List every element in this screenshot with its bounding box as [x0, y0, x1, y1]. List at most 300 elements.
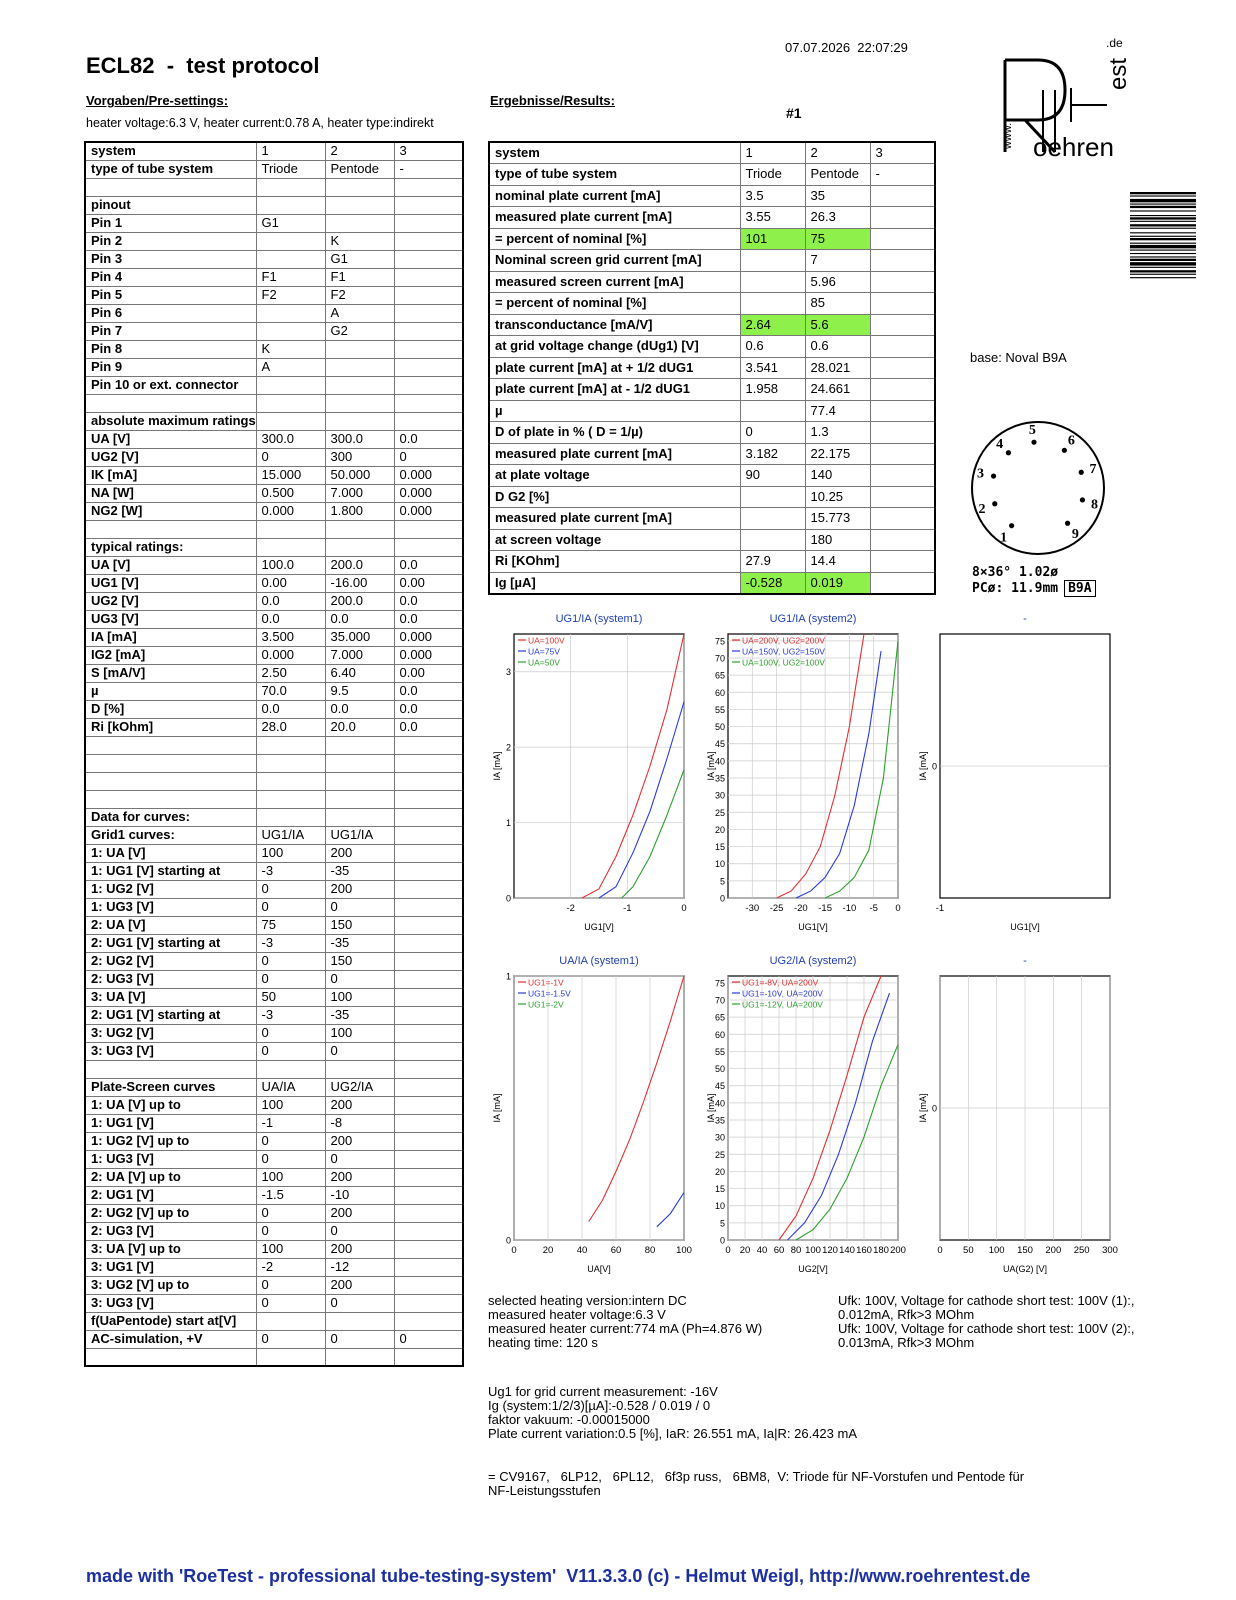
table-cell	[256, 538, 325, 556]
barcode-bar	[1130, 250, 1196, 251]
barcode-bar	[1130, 238, 1196, 240]
table-cell: 2: UG1 [V]	[85, 1186, 256, 1204]
table-row	[85, 412, 463, 430]
x-tick-label: -10	[842, 903, 857, 914]
table-row	[85, 1042, 463, 1060]
table-cell	[256, 1312, 325, 1330]
table-row	[85, 394, 463, 412]
pin-dot	[1080, 497, 1085, 502]
barcode-bar	[1130, 210, 1196, 211]
table-cell: 3.182	[740, 443, 805, 465]
pin-number: 4	[996, 436, 1004, 452]
chart-ua-ia-system1	[488, 940, 692, 1278]
table-cell: UA/IA	[256, 1078, 325, 1096]
table-cell: 0	[740, 422, 805, 444]
table-cell	[325, 1348, 394, 1366]
table-cell: 0	[394, 448, 463, 466]
table-cell: F1	[256, 268, 325, 286]
y-tick-label: 35	[714, 1115, 725, 1126]
table-row	[85, 1168, 463, 1186]
table-cell: 0.6	[805, 336, 870, 358]
table-row	[85, 484, 463, 502]
legend-label: UG1=-2V	[528, 999, 564, 1010]
table-cell: 7	[805, 250, 870, 272]
table-cell: 3.55	[740, 207, 805, 229]
table-cell	[394, 412, 463, 430]
pin-number: 1	[1000, 530, 1008, 546]
pin-number: 8	[1090, 497, 1098, 513]
table-cell	[394, 1294, 463, 1312]
table-cell	[325, 736, 394, 754]
table-cell	[325, 214, 394, 232]
table-cell	[394, 1096, 463, 1114]
table-cell: 0.000	[394, 484, 463, 502]
table-row	[85, 214, 463, 232]
table-cell: 0.019	[805, 572, 870, 594]
x-axis-label: UG1[V]	[798, 922, 828, 932]
table-cell: -	[870, 164, 935, 186]
table-cell	[394, 898, 463, 916]
table-cell: 0.000	[394, 502, 463, 520]
table-row	[85, 430, 463, 448]
table-cell: 35	[805, 185, 870, 207]
chart-ug1-ia-system3	[914, 598, 1112, 936]
table-cell: 90	[740, 465, 805, 487]
table-cell: 200	[325, 1204, 394, 1222]
roehrentest-logo	[1002, 36, 1143, 165]
table-cell: typical ratings:	[85, 538, 256, 556]
table-cell	[325, 790, 394, 808]
table-cell	[394, 736, 463, 754]
page-title: ECL82 - test protocol	[86, 53, 320, 78]
y-tick-label: 0	[931, 761, 937, 772]
table-cell	[256, 772, 325, 790]
x-tick-label: 100	[805, 1245, 821, 1256]
table-row	[489, 357, 935, 379]
table-cell: Pin 10 or ext. connector	[85, 376, 256, 394]
table-cell: 3: UG2 [V]	[85, 1024, 256, 1042]
table-cell: 2: UA [V] up to	[85, 1168, 256, 1186]
base-label: base: Noval B9A	[970, 350, 1067, 365]
table-row	[85, 1096, 463, 1114]
x-tick-label: 150	[1017, 1245, 1033, 1256]
table-cell	[870, 465, 935, 487]
table-cell: 14.4	[805, 551, 870, 573]
table-row	[85, 1150, 463, 1168]
table-cell: Pin 9	[85, 358, 256, 376]
table-cell	[740, 486, 805, 508]
table-cell: UG1/IA	[325, 826, 394, 844]
chart-title: UG2/IA (system2)	[769, 955, 857, 967]
table-row	[489, 185, 935, 207]
table-cell	[325, 772, 394, 790]
table-row	[85, 1348, 463, 1366]
table-cell	[85, 520, 256, 538]
table-cell	[256, 412, 325, 430]
table-cell: 3: UG3 [V]	[85, 1294, 256, 1312]
table-cell	[394, 1060, 463, 1078]
table-cell: f(UaPentode) start at[V]	[85, 1312, 256, 1330]
table-cell: 100	[256, 1168, 325, 1186]
table-row	[85, 790, 463, 808]
table-row	[85, 826, 463, 844]
table-cell	[394, 358, 463, 376]
run-number: #1	[786, 105, 802, 121]
table-row	[85, 1060, 463, 1078]
table-cell: 3: UA [V]	[85, 988, 256, 1006]
x-tick-label: 100	[988, 1245, 1005, 1256]
legend-label: UA=150V, UG2=150V	[742, 646, 825, 657]
table-cell	[870, 443, 935, 465]
table-cell	[85, 1348, 256, 1366]
pin-circle-caption	[972, 581, 1096, 596]
table-cell: measured plate current [mA]	[489, 443, 740, 465]
table-row	[85, 1222, 463, 1240]
table-cell	[394, 1042, 463, 1060]
pin-number: 9	[1071, 527, 1079, 543]
table-row	[85, 628, 463, 646]
barcode-bar	[1130, 253, 1196, 254]
table-row	[489, 250, 935, 272]
table-row	[85, 880, 463, 898]
table-cell: at screen voltage	[489, 529, 740, 551]
table-cell: Data for curves:	[85, 808, 256, 826]
pre-settings-heading: Vorgaben/Pre-settings:	[86, 93, 229, 108]
table-cell	[870, 400, 935, 422]
table-cell	[85, 178, 256, 196]
table-cell: D of plate in % ( D = 1/µ)	[489, 422, 740, 444]
table-row	[85, 1114, 463, 1132]
table-cell: 0.0	[394, 718, 463, 736]
table-cell: 7.000	[325, 646, 394, 664]
table-cell: 1: UA [V] up to	[85, 1096, 256, 1114]
table-cell: NG2 [W]	[85, 502, 256, 520]
table-row	[85, 1312, 463, 1330]
table-cell: 7.000	[325, 484, 394, 502]
logo-est: est	[1105, 57, 1133, 91]
table-cell: 300.0	[256, 430, 325, 448]
table-cell	[325, 808, 394, 826]
table-cell: S [mA/V]	[85, 664, 256, 682]
y-tick-label: 3	[505, 667, 511, 678]
barcode-bar	[1130, 192, 1196, 194]
x-tick-label: -1	[935, 903, 945, 914]
table-cell: transconductance [mA/V]	[489, 314, 740, 336]
table-cell: system	[489, 142, 740, 164]
table-cell: 100.0	[256, 556, 325, 574]
table-cell: 0.0	[394, 610, 463, 628]
table-cell: 300.0	[325, 430, 394, 448]
y-tick-label: 45	[714, 739, 725, 750]
table-cell: 0.000	[256, 646, 325, 664]
table-cell: absolute maximum ratings	[85, 412, 256, 430]
table-cell: 0	[325, 898, 394, 916]
table-cell: 6.40	[325, 664, 394, 682]
table-cell	[256, 520, 325, 538]
table-row	[85, 718, 463, 736]
table-cell	[256, 808, 325, 826]
table-cell: 26.3	[805, 207, 870, 229]
y-tick-label: 1	[505, 818, 511, 829]
table-cell: 0	[256, 952, 325, 970]
table-cell: 3.541	[740, 357, 805, 379]
table-cell: 0.00	[394, 664, 463, 682]
pinout-diagram	[968, 418, 1108, 558]
legend-label: UG1=-8V, UA=200V	[742, 977, 819, 988]
table-cell	[394, 1168, 463, 1186]
y-tick-label: 70	[714, 653, 725, 664]
table-row	[85, 1132, 463, 1150]
table-cell	[870, 314, 935, 336]
barcode-bar	[1130, 259, 1196, 261]
table-cell: UG1 [V]	[85, 574, 256, 592]
table-cell: 100	[325, 1024, 394, 1042]
table-cell: 0	[256, 1204, 325, 1222]
x-tick-label: 300	[1102, 1245, 1118, 1256]
barcode-bar	[1130, 270, 1196, 272]
y-tick-label: 15	[714, 1184, 725, 1195]
table-cell	[394, 934, 463, 952]
table-cell	[740, 293, 805, 315]
table-cell: 75	[256, 916, 325, 934]
table-row	[85, 556, 463, 574]
table-cell: F1	[325, 268, 394, 286]
table-row	[85, 142, 463, 160]
table-cell: Pentode	[805, 164, 870, 186]
table-cell	[394, 862, 463, 880]
legend-label: UG1=-1V	[528, 977, 564, 988]
table-row	[85, 232, 463, 250]
barcode-bar	[1130, 267, 1196, 268]
legend-label: UA=100V, UG2=100V	[742, 657, 825, 668]
table-cell: 2: UG1 [V] starting at	[85, 1006, 256, 1024]
x-tick-label: -15	[818, 903, 833, 914]
table-cell	[394, 376, 463, 394]
table-row	[489, 293, 935, 315]
table-row	[85, 1294, 463, 1312]
table-cell: 0.00	[256, 574, 325, 592]
table-cell: 0	[256, 1276, 325, 1294]
y-tick-label: 2	[505, 742, 511, 753]
table-cell: Triode	[256, 160, 325, 178]
table-row	[85, 610, 463, 628]
table-cell: 1	[256, 142, 325, 160]
table-cell	[870, 293, 935, 315]
table-cell: 70.0	[256, 682, 325, 700]
table-cell: G1	[256, 214, 325, 232]
table-cell: 1.800	[325, 502, 394, 520]
table-cell: UG2/IA	[325, 1078, 394, 1096]
table-cell: 22.175	[805, 443, 870, 465]
table-cell: 200	[325, 844, 394, 862]
table-cell	[325, 358, 394, 376]
table-cell: 180	[805, 529, 870, 551]
barcode	[1130, 192, 1196, 309]
chart-ua-ia-system3	[914, 940, 1118, 1278]
table-cell	[256, 1060, 325, 1078]
table-cell: 200.0	[325, 592, 394, 610]
table-cell: Pin 4	[85, 268, 256, 286]
table-row	[85, 160, 463, 178]
table-cell	[870, 572, 935, 594]
table-cell: measured plate current [mA]	[489, 508, 740, 530]
table-cell	[256, 1348, 325, 1366]
table-cell: -3	[256, 1006, 325, 1024]
barcode-bar	[1130, 236, 1196, 237]
y-axis-label: IA [mA]	[706, 751, 716, 781]
table-cell: 5.96	[805, 271, 870, 293]
table-cell: 0	[256, 898, 325, 916]
table-row	[85, 196, 463, 214]
table-cell: 0.0	[394, 592, 463, 610]
table-cell: 0	[325, 1150, 394, 1168]
y-tick-label: 25	[714, 1149, 725, 1160]
x-axis-label: UG1[V]	[584, 922, 614, 932]
table-cell: 5.6	[805, 314, 870, 336]
pin-dot	[1031, 440, 1036, 445]
table-cell: UG2 [V]	[85, 448, 256, 466]
table-cell: Pin 1	[85, 214, 256, 232]
logo-www: www.	[1002, 122, 1015, 150]
x-tick-label: 20	[542, 1245, 554, 1256]
table-cell	[325, 520, 394, 538]
table-cell: 300	[325, 448, 394, 466]
pin-number: 2	[978, 502, 986, 518]
table-row	[85, 376, 463, 394]
table-cell: 0.000	[394, 466, 463, 484]
table-cell: 100	[256, 1240, 325, 1258]
table-cell: 0.0	[394, 430, 463, 448]
table-row	[489, 465, 935, 487]
table-cell: -1.5	[256, 1186, 325, 1204]
table-cell: UG3 [V]	[85, 610, 256, 628]
table-cell	[394, 1312, 463, 1330]
y-tick-label: 0	[719, 893, 725, 904]
barcode-bar	[1130, 232, 1196, 233]
table-cell	[394, 214, 463, 232]
table-cell: 20.0	[325, 718, 394, 736]
table-cell	[740, 400, 805, 422]
table-cell	[394, 880, 463, 898]
pin-spacing-caption: 8×36° 1.02ø	[972, 565, 1059, 580]
table-cell: 2: UG3 [V]	[85, 1222, 256, 1240]
table-cell: K	[325, 232, 394, 250]
table-cell: plate current [mA] at - 1/2 dUG1	[489, 379, 740, 401]
table-row	[85, 664, 463, 682]
table-cell	[85, 772, 256, 790]
table-row	[85, 1078, 463, 1096]
table-cell: 35.000	[325, 628, 394, 646]
table-cell: 2: UG2 [V] up to	[85, 1204, 256, 1222]
pin-dot	[991, 473, 996, 478]
y-tick-label: 20	[714, 1166, 725, 1177]
table-cell: = percent of nominal [%]	[489, 293, 740, 315]
plot-area	[514, 634, 684, 898]
table-row	[85, 754, 463, 772]
y-tick-label: 55	[714, 1046, 725, 1057]
table-cell	[256, 394, 325, 412]
y-tick-label: 50	[714, 722, 725, 733]
logo-de: .de	[1106, 36, 1123, 50]
table-cell	[740, 529, 805, 551]
x-tick-label: 180	[873, 1245, 889, 1256]
table-cell	[256, 322, 325, 340]
x-tick-label: 80	[790, 1245, 802, 1256]
table-cell: plate current [mA] at + 1/2 dUG1	[489, 357, 740, 379]
x-tick-label: -1	[623, 903, 632, 914]
table-cell	[394, 1276, 463, 1294]
y-tick-label: 0	[505, 893, 511, 904]
table-cell: A	[325, 304, 394, 322]
table-cell: 2	[325, 142, 394, 160]
legend-label: UG1=-1.5V	[528, 988, 571, 999]
x-tick-label: 140	[839, 1245, 855, 1256]
table-cell: Triode	[740, 164, 805, 186]
table-cell: 0.0	[256, 610, 325, 628]
x-tick-label: 250	[1073, 1245, 1090, 1256]
table-cell: 3.500	[256, 628, 325, 646]
table-cell: -35	[325, 934, 394, 952]
chart-title: -	[1023, 613, 1027, 625]
table-row	[85, 700, 463, 718]
table-cell	[394, 1186, 463, 1204]
table-cell	[394, 1114, 463, 1132]
pre-settings-text: heater voltage:6.3 V, heater current:0.78 A, heater type:indirekt	[86, 116, 434, 130]
table-row	[85, 1204, 463, 1222]
table-cell	[394, 808, 463, 826]
x-tick-label: 0	[681, 903, 687, 914]
x-tick-label: 80	[644, 1245, 656, 1256]
table-cell: 0	[256, 1132, 325, 1150]
barcode-bar	[1130, 195, 1196, 196]
barcode-bar	[1130, 217, 1196, 219]
y-tick-label: 70	[714, 995, 725, 1006]
table-cell: 28.0	[256, 718, 325, 736]
table-cell	[394, 1150, 463, 1168]
legend-label: UA=75V	[528, 646, 560, 657]
x-tick-label: 160	[856, 1245, 872, 1256]
table-cell: 0.0	[256, 592, 325, 610]
table-cell: Pentode	[325, 160, 394, 178]
table-cell: -1	[256, 1114, 325, 1132]
table-row	[85, 286, 463, 304]
table-row	[489, 142, 935, 164]
table-cell: pinout	[85, 196, 256, 214]
x-tick-label: -30	[745, 903, 760, 914]
table-row	[489, 400, 935, 422]
table-cell: G1	[325, 250, 394, 268]
table-cell: nominal plate current [mA]	[489, 185, 740, 207]
table-cell: 2: UG1 [V] starting at	[85, 934, 256, 952]
y-tick-label: 0	[505, 1235, 511, 1246]
legend-label: UA=100V	[528, 635, 565, 646]
table-cell: 1.3	[805, 422, 870, 444]
table-cell: 2: UA [V]	[85, 916, 256, 934]
table-cell	[85, 754, 256, 772]
table-row	[489, 422, 935, 444]
table-cell	[394, 952, 463, 970]
x-axis-label: UG1[V]	[1010, 922, 1040, 932]
y-tick-label: 30	[714, 790, 725, 801]
table-cell: 200	[325, 1096, 394, 1114]
table-cell: 15.000	[256, 466, 325, 484]
table-row	[85, 340, 463, 358]
table-row	[489, 164, 935, 186]
table-cell	[394, 790, 463, 808]
table-cell: 0.000	[256, 502, 325, 520]
table-row	[489, 271, 935, 293]
table-cell: 3: UG1 [V]	[85, 1258, 256, 1276]
